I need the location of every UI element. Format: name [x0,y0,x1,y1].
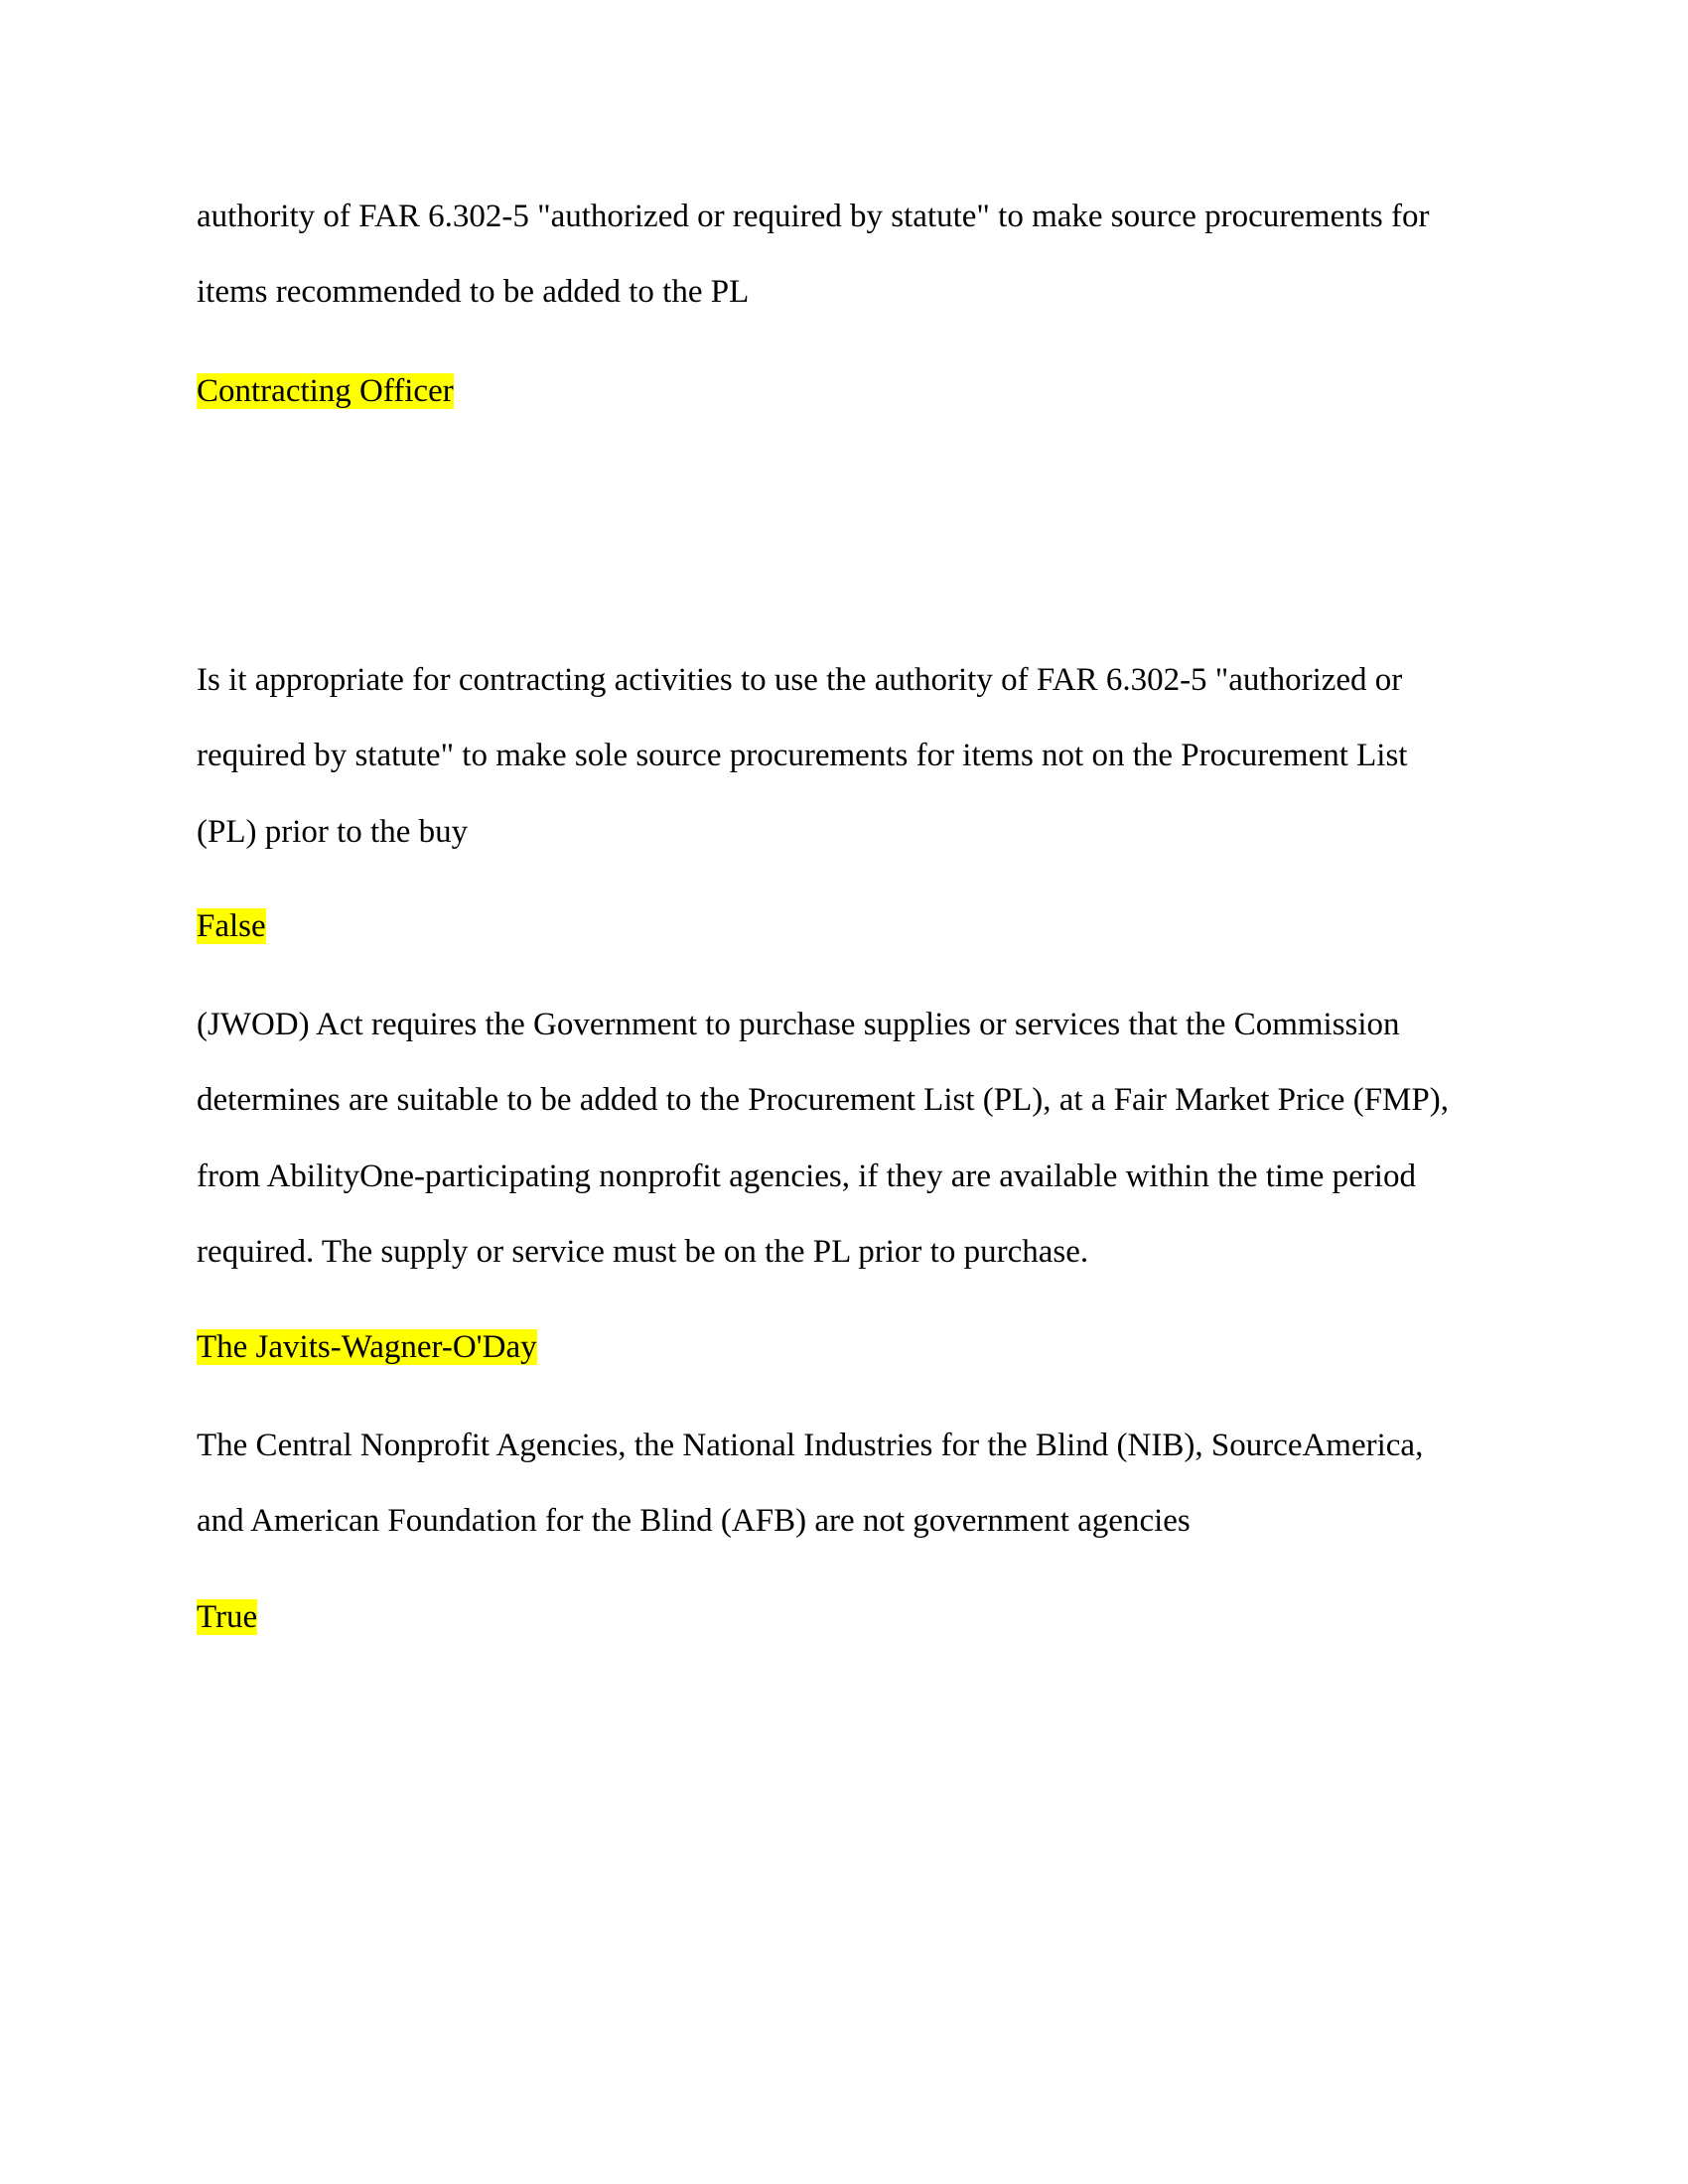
question-text: determines are suitable to be added to the Procurement List (PL), at a Fair Market Price (FMP), [197,1082,1449,1118]
question-text: required by statute" to make sole source procurements for items not on the Procurement List [197,738,1408,773]
highlighted-answer: The Javits-Wagner-O'Day [197,1329,537,1365]
question-text: The Central Nonprofit Agencies, the National Industries for the Blind (NIB), SourceAmerica, [197,1428,1424,1463]
question-text: from AbilityOne-participating nonprofit agencies, if they are available within the time period [197,1159,1416,1194]
question-text: (JWOD) Act requires the Government to purchase supplies or services that the Commission [197,1007,1400,1042]
highlighted-answer: Contracting Officer [197,373,454,409]
highlighted-answer: True [197,1599,258,1635]
question-text: (PL) prior to the buy [197,814,469,850]
highlighted-answer: False [197,908,266,944]
question-text: and American Foundation for the Blind (AFB) are not government agencies [197,1503,1191,1539]
question-text: required. The supply or service must be on the PL prior to purchase. [197,1234,1089,1270]
question-text: authority of FAR 6.302-5 "authorized or required by statute" to make source procurements for [197,199,1430,234]
question-text: Is it appropriate for contracting activities to use the authority of FAR 6.302-5 "authorized or [197,662,1403,698]
question-text: items recommended to be added to the PL [197,274,750,310]
